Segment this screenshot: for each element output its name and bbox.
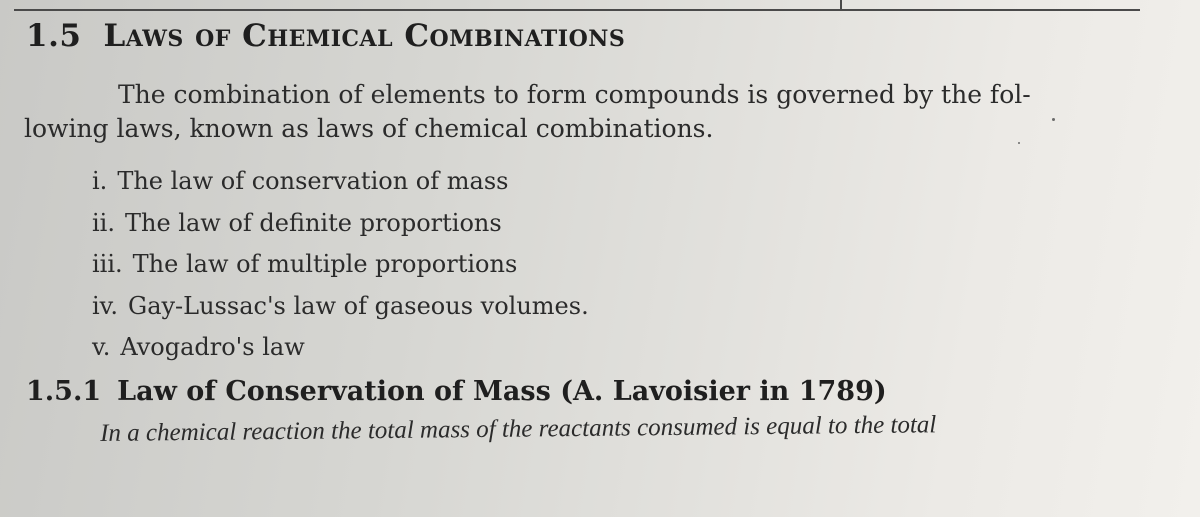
law-item-2 — [92, 205, 589, 247]
law-marker: i. — [92, 167, 108, 195]
subsection-number: 1.5.1 — [26, 376, 102, 407]
top-rule — [14, 9, 1140, 11]
top-rule-notch — [840, 0, 842, 10]
law-text: Avogadro's law — [120, 333, 305, 361]
intro-line-1: The combination of elements to form compounds is governed by the fol- — [118, 80, 1031, 109]
subsection-title: Law of Conservation of Mass (A. Lavoisier in 1789) — [117, 376, 887, 407]
law-marker: ii. — [92, 208, 115, 237]
laws-list — [92, 163, 589, 371]
law-item-3 — [92, 246, 589, 288]
law-item-1 — [92, 163, 589, 205]
law-text: The law of conservation of mass — [117, 167, 509, 195]
law-marker: v. — [92, 333, 111, 361]
subsection-heading — [26, 376, 887, 407]
definition-line: In a chemical reaction the total mass of the reactants consumed is equal to the total — [100, 411, 937, 447]
law-text: Gay-Lussac's law of gaseous volumes. — [128, 291, 589, 320]
law-item-4 — [92, 288, 589, 330]
law-text: The law of definite proportions — [124, 208, 502, 237]
law-item-5 — [92, 329, 589, 371]
section-heading — [26, 18, 625, 54]
law-text: The law of multiple proportions — [132, 250, 518, 278]
section-title: Laws of Chemical Combinations — [103, 18, 626, 54]
section-number: 1.5 — [26, 18, 82, 54]
paper-fleck — [1018, 142, 1020, 144]
law-marker: iv. — [92, 291, 119, 320]
intro-line-2: lowing laws, known as laws of chemical combinations. — [24, 114, 714, 143]
paper-fleck — [1052, 118, 1055, 121]
law-marker: iii. — [92, 250, 123, 278]
